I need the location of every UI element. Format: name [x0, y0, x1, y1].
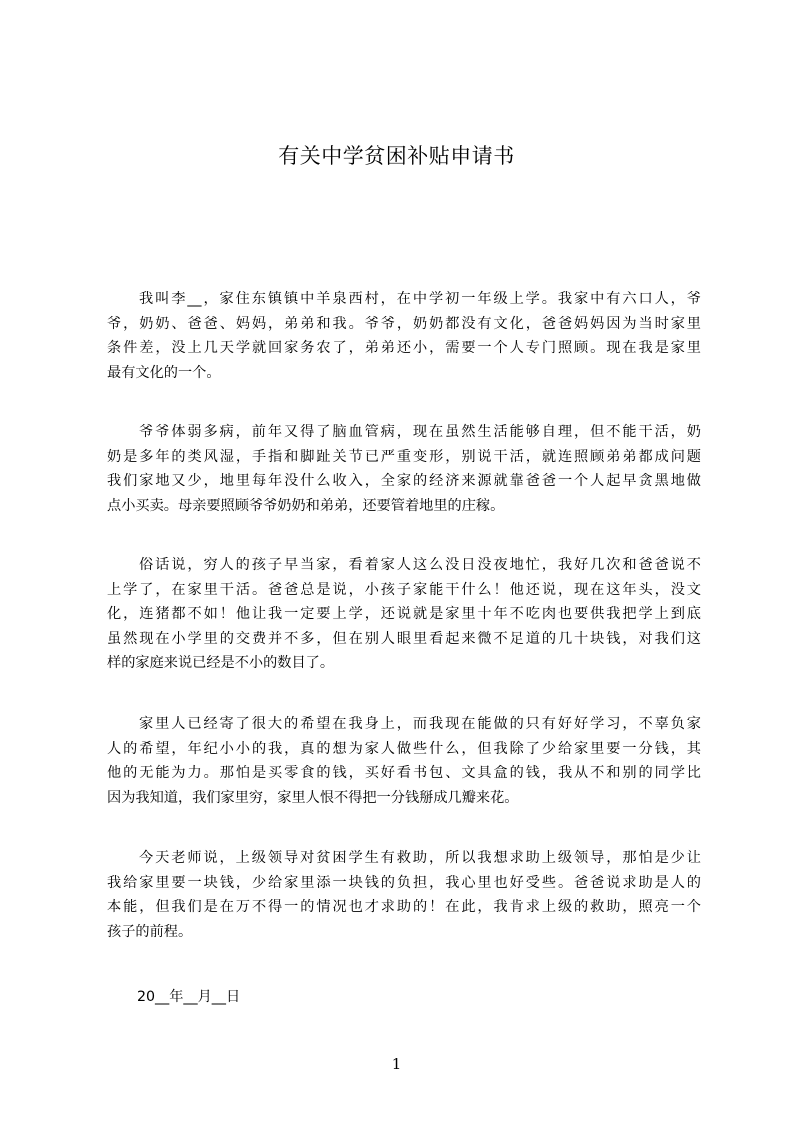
paragraph-line: 化，连猪都不如！他让我一定要上学，还说就是家里十年不吃肉也要供我把学上到底 [107, 606, 701, 623]
paragraph-line: 今天老师说，上级领导对贫困学生有救助，所以我想求助上级领导，那怕是少让 [139, 850, 701, 866]
paragraph-5 [107, 846, 701, 944]
paragraph-3 [107, 553, 701, 676]
paragraph-line: 俗话说，穷人的孩子早当家，看着家人这么没日没夜地忙，我好几次和爸爸说不 [139, 557, 701, 573]
paragraph-line: 人的希望，年纪小小的我，真的想为家人做些什么，但我除了少给家里要一分钱，其 [107, 740, 701, 757]
paragraph-line: 样的家庭来说已经是不小的数目了。 [107, 655, 335, 672]
paragraph-line: 家里人已经寄了很大的希望在我身上，而我现在能做的只有好好学习，不辜负家 [139, 716, 701, 732]
paragraph-line: 本能，但我们是在万不得一的情况也才求助的！在此，我肯求上级的救助，照亮一个 [107, 899, 701, 916]
paragraph-line: 我给家里要一块钱，少给家里添一块钱的负担，我心里也好受些。爸爸说求助是人的 [107, 874, 701, 891]
paragraph-line: 爷爷体弱多病，前年又得了脑血管病，现在虽然生活能够自理，但不能干活，奶 [139, 424, 701, 440]
paragraph-line: 最有文化的一个。 [107, 364, 221, 381]
page-number: 1 [391, 1055, 402, 1073]
paragraph-line: 爷，奶奶、爸爸、妈妈，弟弟和我。爷爷，奶奶都没有文化，爸爸妈妈因为当时家里 [107, 315, 701, 332]
paragraph-line: 我们家地又少，地里每年没什么收入，全家的经济来源就靠爸爸一个人起早贪黑地做 [107, 473, 701, 490]
paragraph-1 [107, 287, 701, 385]
document-title: 有关中学贫困补贴申请书 [278, 144, 515, 168]
paragraph-line: 因为我知道，我们家里穷，家里人恨不得把一分钱掰成几瓣来花。 [107, 789, 519, 806]
paragraph-4 [107, 712, 701, 810]
paragraph-line: 上学了，在家里干活。爸爸总是说，小孩子家能干什么！他还说，现在这年头，没文 [107, 581, 701, 598]
paragraph-line: 他的无能为力。那怕是买零食的钱，买好看书包、文具盒的钱，我从不和别的同学比 [107, 765, 701, 782]
paragraph-line: 孩子的前程。 [107, 923, 193, 940]
paragraph-2 [107, 420, 701, 518]
paragraph-line: 我叫李__，家住东镇镇中羊泉西村，在中学初一年级上学。我家中有六口人，爷 [139, 291, 701, 307]
paragraph-line: 点小买卖。母亲要照顾爷爷奶奶和弟弟，还要管着地里的庄稼。 [107, 497, 505, 514]
paragraph-line: 虽然现在小学里的交费并不多，但在别人眼里看起来微不足道的几十块钱，对我们这 [107, 630, 701, 647]
date-line: 20__年__月__日 [137, 989, 241, 1005]
paragraph-line: 奶是多年的类风湿，手指和脚趾关节已严重变形，别说干活，就连照顾弟弟都成问题 [107, 448, 701, 465]
paragraph-line: 条件差，没上几天学就回家务农了，弟弟还小，需要一个人专门照顾。现在我是家里 [107, 340, 701, 357]
